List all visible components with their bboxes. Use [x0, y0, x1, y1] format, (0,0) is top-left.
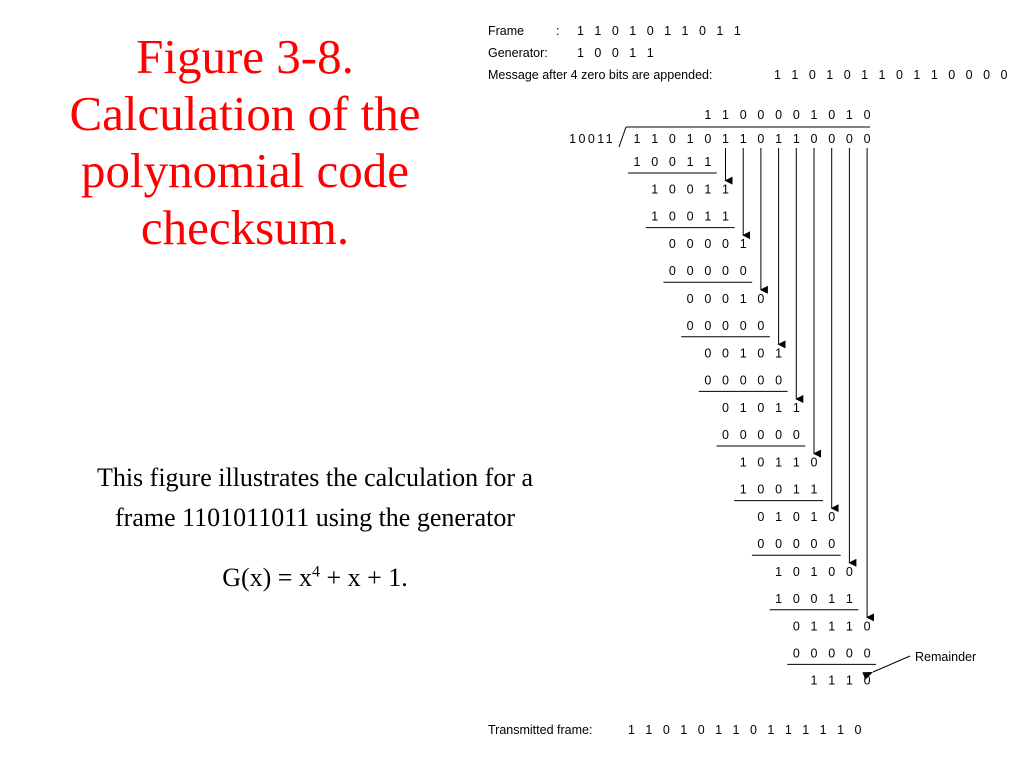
title-line: polynomial code [81, 143, 409, 198]
quotient-digit: 0 [863, 108, 871, 122]
final-remainder-digit: 0 [863, 673, 871, 688]
quotient-digit: 1 [704, 108, 712, 122]
subtrahend-digit: 0 [739, 428, 747, 442]
partial-remainder-digit: 0 [810, 455, 818, 470]
subtrahend-digit: 0 [668, 155, 676, 169]
subtrahend-digit: 0 [757, 482, 765, 497]
title-line: Calculation of the [69, 86, 421, 141]
formula-suffix: + x + 1. [319, 563, 408, 592]
partial-remainder-digit: 1 [775, 346, 783, 361]
dividend-digit: 1 [722, 132, 729, 146]
partial-remainder-digit: 0 [757, 346, 765, 361]
subtrahend-digit: 0 [775, 482, 783, 497]
generator-bits: 1 0 0 1 1 [577, 46, 658, 60]
partial-remainder-digit: 1 [775, 455, 783, 470]
partial-remainder-digit: 0 [828, 564, 836, 579]
subtrahend-digit: 0 [775, 537, 783, 552]
partial-remainder-digit: 1 [739, 237, 747, 252]
subtrahend-digit: 0 [651, 155, 659, 169]
subtrahend-digit: 1 [739, 482, 747, 497]
partial-remainder-digit: 0 [722, 291, 729, 306]
subtrahend-digit: 1 [810, 482, 818, 497]
subtrahend-digit: 0 [845, 646, 853, 661]
subtrahend-digit: 0 [722, 428, 729, 442]
dividend-digit: 0 [704, 132, 712, 146]
partial-remainder-digit: 1 [810, 564, 818, 579]
partial-remainder-digit: 0 [845, 564, 853, 579]
partial-remainder-digit: 0 [757, 455, 765, 470]
partial-remainder-digit: 1 [722, 182, 729, 197]
subtrahend-digit: 0 [704, 264, 712, 279]
partial-remainder-digit: 1 [739, 455, 747, 470]
title-line: Figure 3-8. [136, 29, 354, 84]
subtrahend-digit: 1 [651, 209, 659, 224]
subtrahend-digit: 0 [792, 537, 800, 552]
message-label: Message after 4 zero bits are appended: [488, 68, 713, 82]
subtrahend-digit: 0 [668, 209, 676, 224]
subtrahend-digit: 1 [633, 155, 641, 169]
dividend-digit: 1 [775, 132, 783, 146]
subtrahend-digit: 0 [739, 264, 747, 279]
partial-remainder-digit: 1 [775, 564, 783, 579]
partial-remainder-digit: 1 [775, 401, 783, 415]
subtrahend-digit: 0 [686, 318, 694, 333]
subtrahend-digit: 0 [686, 209, 694, 224]
dividend-digit: 1 [633, 132, 641, 146]
subtrahend-digit: 0 [792, 591, 800, 606]
title-line: checksum. [140, 200, 350, 255]
dividend-digit: 0 [845, 132, 853, 146]
transmitted-label: Transmitted frame: [488, 723, 593, 737]
subtrahend-digit: 1 [722, 209, 729, 224]
formula-exponent: 4 [311, 563, 320, 581]
subtrahend-digit: 1 [828, 591, 836, 606]
partial-remainder-digit: 0 [668, 237, 676, 252]
partial-remainder-digit: 0 [722, 346, 729, 361]
division-bracket [619, 127, 626, 147]
final-remainder-digit: 1 [810, 673, 818, 688]
frame-label: Frame [488, 24, 525, 38]
quotient-digit: 0 [739, 108, 747, 122]
subtrahend-digit: 1 [704, 209, 712, 224]
partial-remainder-digit: 1 [739, 346, 747, 361]
subtrahend-digit: 0 [722, 264, 729, 279]
partial-remainder-digit: 0 [792, 619, 800, 634]
subtrahend-digit: 0 [828, 646, 836, 661]
partial-remainder-digit: 0 [792, 564, 800, 579]
subtrahend-digit: 0 [757, 373, 765, 388]
subtrahend-digit: 0 [863, 646, 871, 661]
subtrahend-digit: 0 [739, 318, 747, 333]
partial-remainder-digit: 0 [668, 182, 676, 197]
quotient-digit: 0 [757, 108, 765, 122]
partial-remainder-digit: 0 [704, 291, 712, 306]
formula-prefix: G(x) = x [222, 563, 312, 592]
partial-remainder-digit: 1 [828, 619, 836, 634]
partial-remainder-digit: 0 [704, 346, 712, 361]
remainder-pointer [873, 656, 910, 672]
generator-label: Generator: [488, 46, 548, 60]
subtrahend-digit: 0 [775, 373, 783, 388]
partial-remainder-digit: 1 [739, 401, 747, 415]
partial-remainder-digit: 1 [739, 291, 747, 306]
subtrahend-digit: 0 [722, 318, 729, 333]
partial-remainder-digit: 1 [704, 182, 712, 197]
dividend-digit: 1 [686, 132, 694, 146]
partial-remainder-digit: 0 [704, 237, 712, 252]
division-content [569, 108, 976, 687]
frame-bits: 1 1 0 1 0 1 1 0 1 1 [577, 24, 745, 38]
quotient-digit: 1 [845, 108, 853, 122]
subtrahend-digit: 0 [686, 264, 694, 279]
quotient-digit: 0 [775, 108, 783, 122]
quotient-digit: 0 [792, 108, 800, 122]
subtrahend-digit: 0 [722, 373, 729, 388]
frame-separator: : [556, 24, 560, 38]
subtrahend-digit: 0 [704, 373, 712, 388]
subtrahend-digit: 1 [792, 482, 800, 497]
final-remainder-digit: 1 [845, 673, 853, 688]
subtrahend-digit: 0 [739, 373, 747, 388]
partial-remainder-digit: 0 [757, 510, 765, 525]
subtrahend-digit: 0 [810, 537, 818, 552]
message-bits: 1 1 0 1 0 1 1 0 1 1 0 0 0 0 [774, 68, 1011, 82]
subtrahend-digit: 1 [845, 591, 853, 606]
dividend-digit: 0 [668, 132, 676, 146]
remainder-label: Remainder [915, 650, 977, 664]
partial-remainder-digit: 1 [775, 510, 783, 525]
subtrahend-digit: 0 [757, 537, 765, 552]
partial-remainder-digit: 0 [686, 237, 694, 252]
partial-remainder-digit: 1 [792, 401, 800, 415]
dividend-digit: 0 [810, 132, 818, 146]
subtrahend-digit: 0 [757, 428, 765, 442]
partial-remainder-digit: 0 [828, 510, 836, 525]
partial-remainder-digit: 0 [686, 182, 694, 197]
divisor: 10011 [569, 132, 615, 146]
subtrahend-digit: 1 [686, 155, 694, 169]
subtrahend-digit: 0 [668, 264, 676, 279]
partial-remainder-digit: 0 [792, 510, 800, 525]
quotient-digit: 1 [722, 108, 729, 122]
dividend-digit: 0 [757, 132, 765, 146]
partial-remainder-digit: 1 [651, 182, 659, 197]
dividend-digit: 0 [828, 132, 836, 146]
caption-line: frame 1101011011 using the generator [115, 503, 515, 532]
caption-line: This figure illustrates the calculation for a [96, 463, 534, 492]
subtrahend-digit: 1 [704, 155, 712, 169]
subtrahend-digit: 0 [792, 428, 800, 442]
subtrahend-digit: 0 [704, 318, 712, 333]
partial-remainder-digit: 0 [863, 619, 871, 634]
subtrahend-digit: 0 [775, 428, 783, 442]
subtrahend-digit: 0 [792, 646, 800, 661]
partial-remainder-digit: 1 [845, 619, 853, 634]
dividend-digit: 1 [739, 132, 747, 146]
subtrahend-digit: 0 [757, 318, 765, 333]
partial-remainder-digit: 0 [757, 401, 765, 415]
partial-remainder-digit: 0 [686, 291, 694, 306]
partial-remainder-digit: 0 [757, 291, 765, 306]
quotient-digit: 1 [810, 108, 818, 122]
final-remainder-digit: 1 [828, 673, 836, 688]
dividend-digit: 0 [863, 132, 871, 146]
partial-remainder-digit: 0 [722, 237, 729, 252]
subtrahend-digit: 0 [810, 646, 818, 661]
partial-remainder-digit: 0 [722, 401, 729, 415]
partial-remainder-digit: 1 [792, 455, 800, 470]
dividend-digit: 1 [792, 132, 800, 146]
subtrahend-digit: 1 [775, 591, 783, 606]
subtrahend-digit: 0 [810, 591, 818, 606]
quotient-digit: 0 [828, 108, 836, 122]
subtrahend-digit: 0 [828, 537, 836, 552]
transmitted-bits: 1 1 0 1 0 1 1 0 1 1 1 1 1 0 [628, 723, 865, 737]
partial-remainder-digit: 1 [810, 619, 818, 634]
dividend-digit: 1 [651, 132, 659, 146]
partial-remainder-digit: 1 [810, 510, 818, 525]
